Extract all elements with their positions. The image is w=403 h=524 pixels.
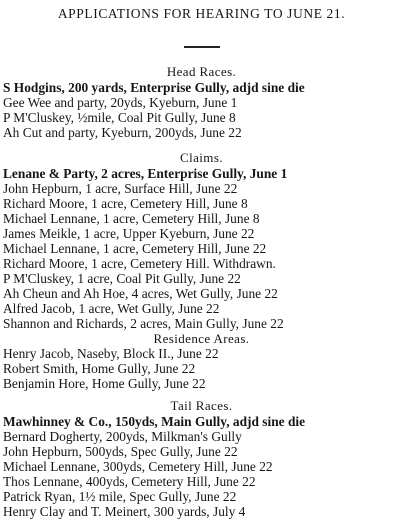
entry-line: P M'Cluskey, 1 acre, Coal Pit Gully, June 22 bbox=[3, 271, 241, 286]
entry-line: Benjamin Hore, Home Gully, June 22 bbox=[3, 376, 206, 391]
entry-line: Bernard Dogherty, 200yds, Milkman's Gully bbox=[3, 429, 242, 444]
entry-line: John Hepburn, 1 acre, Surface Hill, June 22 bbox=[3, 181, 238, 196]
entry-line: Patrick Ryan, 1½ mile, Spec Gully, June 22 bbox=[3, 489, 237, 504]
entry-line: Lenane & Party, 2 acres, Enterprise Gully, June 1 bbox=[3, 166, 288, 181]
entry-line: Mawhinney & Co., 150yds, Main Gully, adjd sine die bbox=[3, 414, 306, 429]
entry-line: Henry Jacob, Naseby, Block II., June 22 bbox=[3, 346, 219, 361]
entry-line: Michael Lennane, 1 acre, Cemetery Hill, June 8 bbox=[3, 211, 260, 226]
section-heading-tail-races: Tail Races. bbox=[170, 398, 233, 413]
entry-line: Shannon and Richards, 2 acres, Main Gully, June 22 bbox=[3, 316, 284, 331]
section-heading-claims: Claims. bbox=[180, 150, 223, 165]
entry-line: Michael Lennane, 300yds, Cemetery Hill, June 22 bbox=[3, 459, 273, 474]
entry-line: Richard Moore, 1 acre, Cemetery Hill, June 8 bbox=[3, 196, 248, 211]
entry-line: P M'Cluskey, ½mile, Coal Pit Gully, June 8 bbox=[3, 110, 236, 125]
entry-line: Ah Cut and party, Kyeburn, 200yds, June 22 bbox=[3, 125, 242, 140]
entry-line: S Hodgins, 200 yards, Enterprise Gully, adjd sine die bbox=[3, 80, 305, 95]
entry-line: Alfred Jacob, 1 acre, Wet Gully, June 22 bbox=[3, 301, 220, 316]
entry-line: Henry Clay and T. Meinert, 300 yards, July 4 bbox=[3, 504, 246, 519]
entry-line: Gee Wee and party, 20yds, Kyeburn, June 1 bbox=[3, 95, 238, 110]
entry-line: Thos Lennane, 400yds, Cemetery Hill, June 22 bbox=[3, 474, 256, 489]
entry-line: James Meikle, 1 acre, Upper Kyeburn, June 22 bbox=[3, 226, 255, 241]
entry-line: Richard Moore, 1 acre, Cemetery Hill. Withdrawn. bbox=[3, 256, 276, 271]
title-divider bbox=[184, 46, 220, 48]
section-heading-head-races: Head Races. bbox=[166, 64, 237, 79]
entry-line: Ah Cheun and Ah Hoe, 4 acres, Wet Gully, June 22 bbox=[3, 286, 278, 301]
entry-line: John Hepburn, 500yds, Spec Gully, June 22 bbox=[3, 444, 238, 459]
entry-line: Robert Smith, Home Gully, June 22 bbox=[3, 361, 196, 376]
section-heading-residence-areas: Residence Areas. bbox=[153, 331, 250, 346]
entry-line: Michael Lennane, 1 acre, Cemetery Hill, June 22 bbox=[3, 241, 267, 256]
page-title: APPLICATIONS FOR HEARING TO JUNE 21. bbox=[57, 6, 346, 21]
